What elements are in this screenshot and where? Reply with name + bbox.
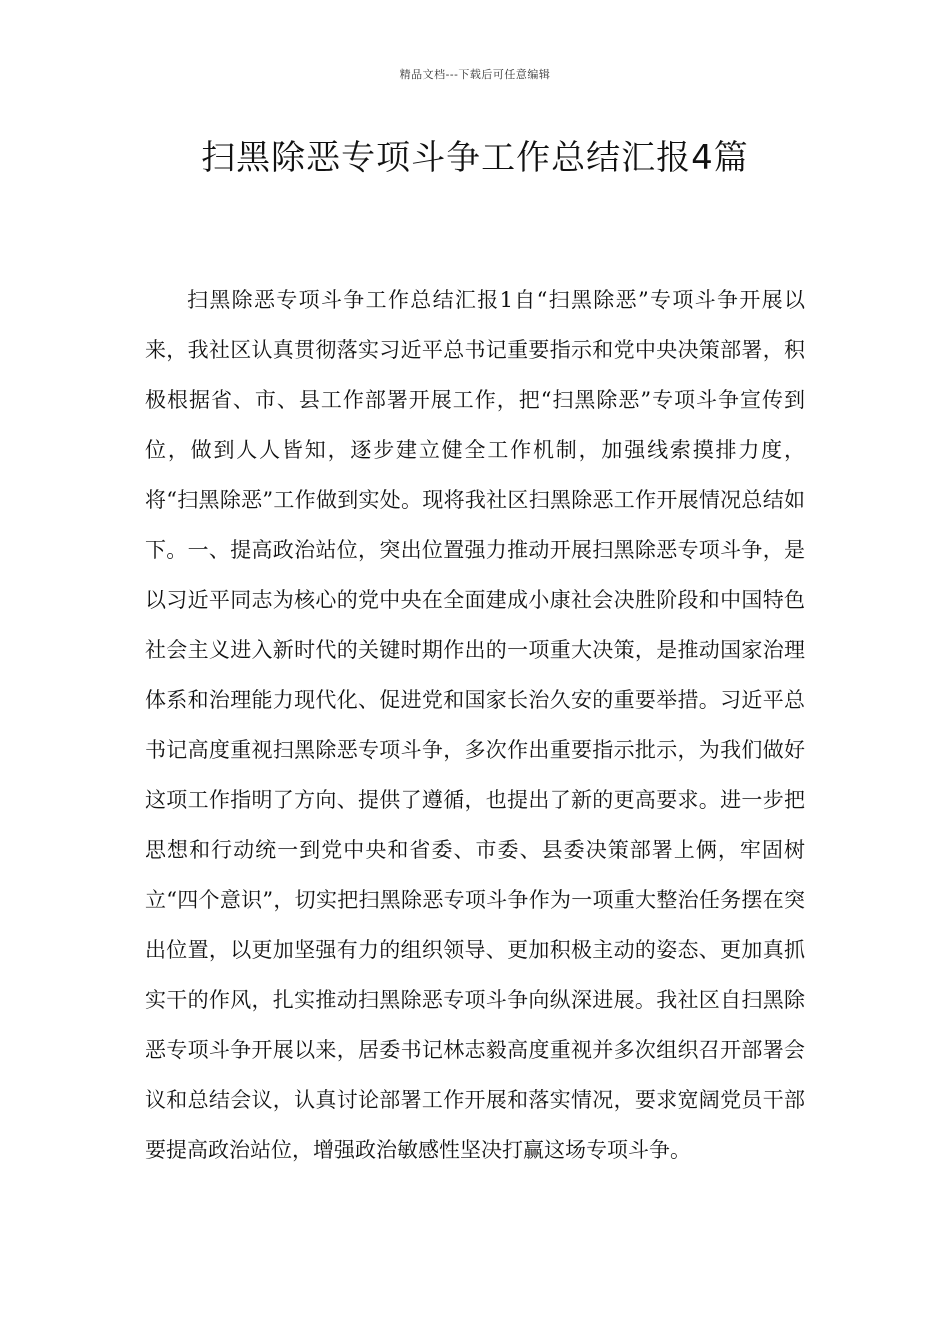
header-note: 精品文档---下载后可任意编辑 — [399, 68, 551, 81]
document-title: 扫黑除恶专项斗争工作总结汇报4篇 — [201, 138, 749, 178]
body-paragraph: 扫黑除恶专项斗争工作总结汇报1自“扫黑除恶”专项斗争开展以来，我社区认真贯彻落实习近平总书记重要指示和党中央决策部署，积极根据省、市、县工作部署开展工作，把“扫黑除恶”专项斗争宣传到位，做到人人皆知，逐步建立健全工作机制，加强线索摸排力度，将“扫黑除恶”工作做到实处。现将我社区扫黑除恶工作开展情况总结如下。一、提高政治站位，突出位置强力推动开展扫黑除恶专项斗争，是以习近平同志为核心的党中央在全面建成小康社会决胜阶段和中国特色社会主义进入新时代的关键时期作出的一项重大决策，是推动国家治理体系和治理能力现代化、促进党和国家长治久安的重要举措。习近平总书记高度重视扫黑除恶专项斗争，多次作出重要指示批示，为我们做好这项工作指明了方向、提供了遵循，也提出了新的更高要求。进一步把思想和行动统一到党中央和省委、市委、县委决策部署上俩，牢固树立“四个意识”，切实把扫黑除恶专项斗争作为一项重大整治任务摆在突出位置，以更加坚强有力的组织领导、更加积极主动的姿态、更加真抓实干的作风，扎实推动扫黑除恶专项斗争向纵深进展。我社区自扫黑除恶专项斗争开展以来，居委书记林志毅高度重视并多次组织召开部署会议和总结会议，认真讨论部署工作开展和落实情况，要求宽阔党员干部要提高政治站位，增强政治敏感性坚决打赢这场专项斗争。 — [145, 288, 805, 1162]
